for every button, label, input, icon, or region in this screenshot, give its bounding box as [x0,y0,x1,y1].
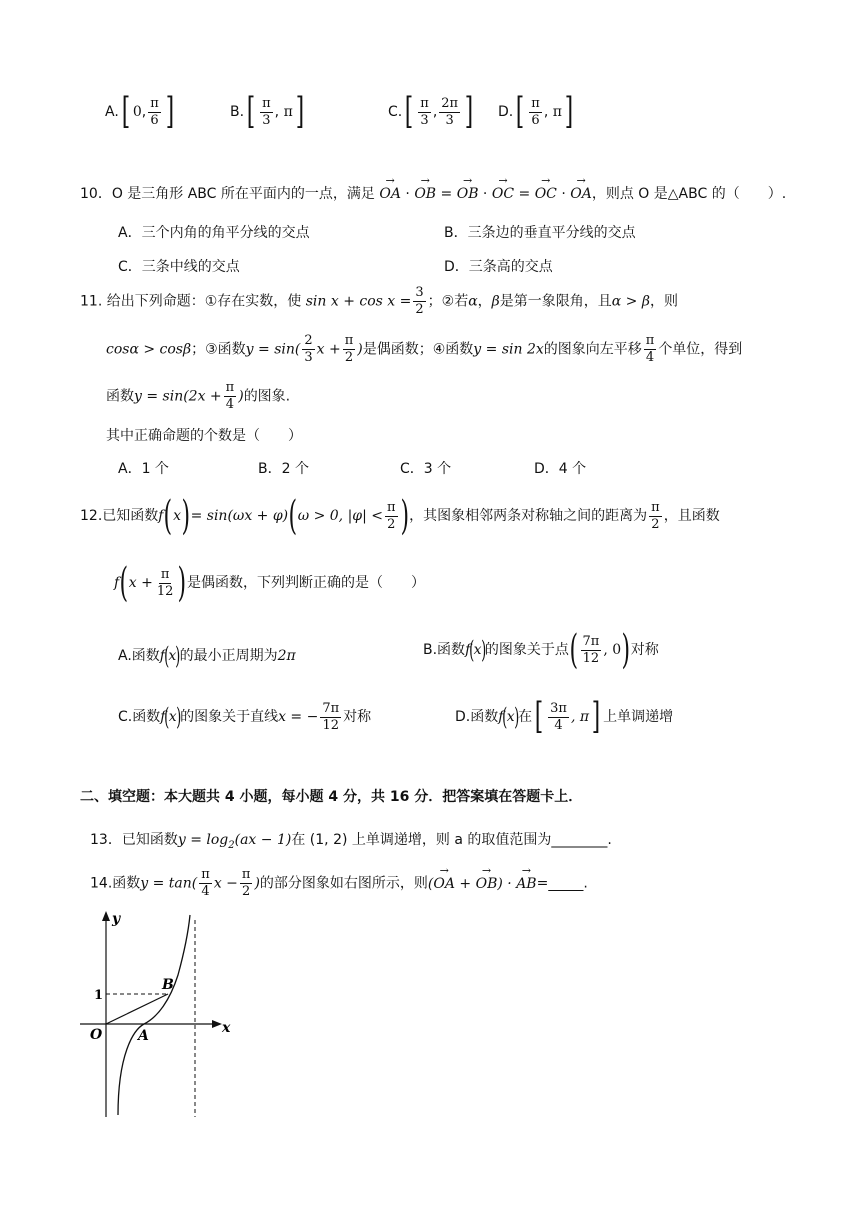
q10-stem-pre: 10．O 是三角形 ABC 所在平面内的一点，满足 [80,186,375,202]
q12-opt-b-post: 对称 [630,642,659,658]
q11-frac-2-3 [302,333,314,366]
label-a: A [138,1028,149,1044]
paren-r: ) [175,703,181,731]
q12-opt-c-post: 对称 [343,709,372,725]
q11-frac-pi-2 [343,333,356,366]
tan-curve [118,915,190,1115]
q11-func3: y = sin( [245,341,301,358]
q13-pre: 13．已知函数 [90,832,178,848]
q9-d-frac [529,96,542,129]
q14 [90,867,588,900]
q12-cond: ω > 0, |φ| < [297,508,383,524]
q12-line1-mid: ，其图象相邻两条对称轴之间的距离为 [409,508,648,524]
q10-option-a: A．三个内角的角平分线的交点 [118,225,310,241]
q9-option-c [388,91,476,132]
q9-option-a [105,91,177,132]
q14-vec-ab: → AB [516,876,536,892]
q11-close2: ) [238,388,244,405]
q11-line2-mid2: 是偶函数；④函数 [362,341,474,358]
paren-l: ( [164,703,170,731]
q12-opt-a-post: 的最小正周期为 [179,648,278,664]
q12-opt-c-line: x = − [278,709,319,725]
q9-option-d-letter: D. [498,104,514,120]
q12-opt-b-f: f [465,642,471,658]
frac-den: 6 [150,112,159,128]
q9-b-frac [260,96,273,129]
paren-l: ( [469,636,475,664]
q11-option-d: D．4 个 [534,461,587,477]
paren-r: ) [621,627,631,673]
q9-c-frac1 [418,96,431,129]
frac-num: 7π [582,633,600,649]
bracket-right: ] [165,91,174,132]
q11-line2-end: 个单位，得到 [658,341,743,358]
q12-opt-b-zero: , 0 [603,642,622,658]
q12-opt-c-f: f [160,709,166,725]
paren-l: ( [502,703,508,731]
q12-func-def: = sin(ωx + φ) [190,508,289,524]
q12-opt-d-f: f [498,709,504,725]
frac-num: 7π [322,700,340,716]
frac-den: 4 [201,884,210,899]
q9-c-comma: , [432,104,438,120]
paren-r: ) [400,493,409,539]
q12-opt-c-pre: C.函数 [118,709,161,725]
frac-num: 3π [550,700,567,716]
q11-line3-post: 的图象. [243,388,291,405]
q10-vec-oa-2: → OA [570,186,592,202]
frac-num: π [201,867,210,882]
q10-vec-ob-2: → OB [457,186,479,202]
paren-l: ( [163,493,173,539]
frac-den: 6 [531,112,540,128]
q12-frac-7pi-12 [581,634,602,667]
q14-x-minus: x − [213,875,238,892]
paren-l: ( [119,560,129,606]
q11-line3 [106,380,290,413]
q11-frac-pi-4 [644,333,657,366]
frac-den: 4 [554,717,563,733]
q11-formula-1: sin x + cos x = [305,293,412,310]
q12-x: x [173,508,181,524]
q11-line1-mid: ；②若 [427,293,469,310]
q11-close: ) [357,341,363,358]
q11-option-b: B．2 个 [258,461,309,477]
bracket-right: ] [295,91,305,132]
q9-option-d [498,91,576,132]
q12-opt-a-val: 2π [277,648,296,664]
q12-option-d [455,697,673,737]
q12-line2-post: 是偶函数，下列判断正确的是（ ） [187,575,426,591]
frac-den: 4 [645,350,655,365]
bracket-left: [ [121,91,131,132]
paren-r: ) [513,703,519,731]
q11-line1-mid2: 是第一象限角，且 [499,293,612,310]
frac-num: π [150,95,159,111]
q10-stem: 10．O 是三角形 ABC 所在平面内的一点，满足 → OA · → OB = → OB · → OC = → OC · → OA，则点 O 是△ABC 的（ ）. [80,183,786,203]
section-heading: 二、填空题：本大题共 4 小题，每小题 4 分，共 16 分．把答案填在答题卡上． [80,789,583,805]
q14-func: y = tan( [140,875,198,892]
frac-den: 12 [322,717,340,733]
q9-option-b-letter: B. [230,104,245,120]
q11-line2-mid: ；③函数 [191,341,246,358]
label-b: B [162,977,174,993]
q12-opt-b-pre: B.函数 [423,642,466,658]
q10-vec-oc-1: → OC [492,186,514,202]
q11-ask: 其中正确命题的个数是（ ） [106,428,302,444]
q12-x-plus: x + [128,575,153,591]
frac-den: 3 [445,112,454,128]
q14-frac-pi-4 [199,867,212,900]
frac-num: π [531,95,540,111]
q12-opt-c-mid: 的图象关于直线 [180,709,279,725]
q9-b-pi: π [283,104,293,120]
q10-vec-oc-2: → OC [535,186,557,202]
q11-x-plus: x + [316,341,341,358]
q11-line1-end: ，则 [649,293,678,310]
label-x: x [222,1020,231,1036]
q12-option-a [118,636,296,676]
q11-alpha: α [468,293,478,310]
q11-line2 [106,333,742,366]
q10-option-b: B．三条边的垂直平分线的交点 [444,225,636,241]
q14-end: =_____. [536,875,588,892]
q9-option-a-letter: A. [105,104,119,120]
segment-ob [106,994,168,1024]
bracket-right: ] [591,696,601,737]
y-axis-arrow [102,911,110,921]
q10-option-c: C．三条中线的交点 [118,259,240,275]
q9-a-comma: , [141,104,147,120]
q9-a-zero: 0 [132,104,142,120]
q12-opt-b-mid: 的图象关于点 [484,642,569,658]
q12-frac-pi-12 [155,567,176,600]
q12-frac-7pi-12b [320,701,341,734]
q10-vec-ob-1: → OB [414,186,436,202]
paren-l: ( [569,627,579,673]
q9-a-frac [148,96,161,129]
q13 [90,829,612,851]
q12-line1-pre: 12.已知函数 [80,508,159,524]
q10-vec-oa-1: → OA [379,186,401,202]
q14-vec-expr: (→ OA + → OB) · → AB [428,876,537,892]
frac-num: π [160,566,170,582]
q9-b-comma: , [274,104,280,120]
q12-option-b [423,627,659,673]
paren-r: ) [181,493,191,539]
bracket-right: ] [564,91,574,132]
frac-num: π [387,499,396,515]
label-o: O [90,1027,103,1043]
frac-num: 3 [415,285,424,300]
q12-frac-pi-2 [385,500,398,533]
frac-num: π [344,333,354,348]
frac-den: 3 [420,112,429,128]
label-y: y [112,911,121,927]
q11-line1-pre: 11. 给出下列命题：①存在实数，使 [80,293,302,310]
q12-opt-a-f: f [159,648,165,664]
frac-num: 2 [304,333,313,348]
q12-opt-d-pre: D.函数 [455,709,499,725]
frac-num: π [241,867,251,882]
paren-l: ( [164,642,170,670]
bracket-right: ] [464,91,474,132]
paren-l: ( [288,493,298,539]
q11-option-a: A．1 个 [118,461,169,477]
frac-den: 2 [415,302,424,317]
q14-vec-oa: → OA [433,876,455,892]
frac-den: 2 [242,884,251,899]
q14-pre: 14.函数 [90,875,141,892]
frac-den: 4 [225,397,235,412]
q12-opt-a-pre: A.函数 [118,648,160,664]
frac-num: 2π [441,95,459,111]
q12-func: f [158,508,164,524]
q14-vec-ob: → OB [476,876,498,892]
x-axis-arrow [212,1020,222,1028]
q11-line3-pre: 函数 [106,388,134,405]
q11-frac-pi-4b [224,380,237,413]
tan-graph [78,905,238,1120]
q11-func4: y = sin 2x [473,341,544,358]
q12-line1-end: ，且函数 [663,508,720,524]
frac-den: 3 [304,350,313,365]
q12-frac-3pi-4 [548,701,569,734]
q11-ineq: α > β [611,293,650,310]
q12-line1 [80,493,720,539]
frac-num: π [645,333,655,348]
q14-frac-pi-2 [240,867,253,900]
q10-option-d: D．三条高的交点 [444,259,553,275]
q10-stem-post: ，则点 O 是△ABC 的（ ）. [591,186,787,202]
q11-line1: 11. 给出下列命题：①存在实数，使 sin x + cos x = $\frac{3}{2}$ ；②若α，β是第一象限角，且α > β，则 [80,285,678,317]
frac-den: 3 [262,112,271,128]
q12-opt-d-pi: , π [570,709,590,725]
frac-num: π [225,380,235,395]
bracket-left: [ [246,91,256,132]
q11-option-c: C．3 个 [400,461,452,477]
q12-opt-d-mid: 在 [518,709,533,725]
q9-option-b [230,91,307,132]
q11-beta: β [491,293,500,310]
frac-den: 2 [344,350,354,365]
frac-den: 2 [387,516,396,532]
label-1: 1 [94,988,104,1003]
frac-num: π [262,95,271,111]
q12-opt-c-x: x [168,709,177,725]
bracket-left: [ [534,696,544,737]
paren-r: ) [177,560,187,606]
q11-frac-3-2 [413,285,425,318]
q12-opt-d-post: 上单调递增 [603,709,674,725]
q9-d-pi: π [552,104,562,120]
q12-opt-b-x: x [473,642,482,658]
q11-cos-ineq: cosα > cosβ [106,341,192,358]
q14-close: ) [254,875,260,892]
q12-opt-a-x: x [168,648,177,664]
q11-func5: y = sin(2x + [134,388,222,405]
frac-den: 12 [156,583,174,599]
q13-func: $y = \log_2(ax - 1)$ [177,832,292,851]
frac-num: π [651,499,660,515]
bracket-left: [ [405,91,414,132]
q14-post: 的部分图象如右图所示，则 [259,875,428,892]
paren-r: ) [175,642,181,670]
q9-c-frac2 [439,96,460,129]
frac-den: 2 [651,516,660,532]
q12-line2 [114,560,426,606]
paren-r: ) [480,636,486,664]
q11-line2-mid3: 的图象向左平移 [543,341,642,358]
q13-post: 在 (1, 2) 上单调递增，则 a 的取值范围为________. [291,832,612,848]
q12-f: f [114,575,120,591]
frac-den: 12 [582,650,600,666]
frac-num: π [420,95,429,111]
q9-option-c-letter: C. [388,104,403,120]
bracket-left: [ [516,91,525,132]
q9-d-comma: , [543,104,549,120]
q12-opt-d-x: x [506,709,515,725]
q12-option-c [118,697,371,737]
q12-frac-pi-2b [649,500,662,533]
